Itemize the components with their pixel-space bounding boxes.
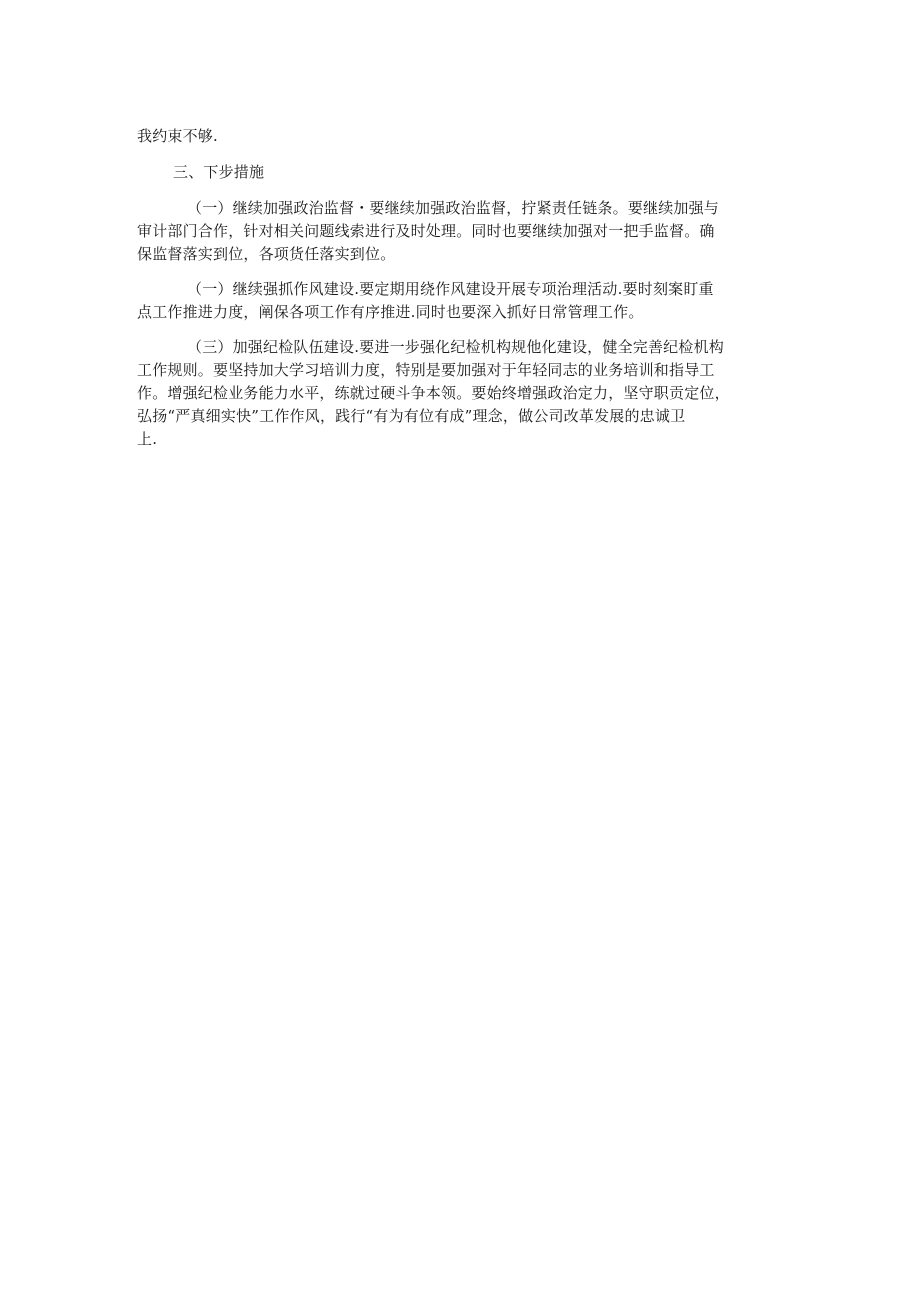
paragraph-line: 审计部门合作，针对相关问题线索进行及时处理。同时也要继续加强对一把手监督。确	[137, 222, 715, 240]
paragraph-line: 作。增强纪检业务能力水平，练就过硬斗争本领。要始终增强政治定力，坚守职贡定位，	[137, 384, 730, 402]
paragraph-line: （一）继续加强政治监督・要继续加强政治监督，拧紧责任链条。要继续加强与	[187, 199, 720, 217]
paragraph-1	[137, 197, 787, 266]
paragraph-3	[137, 336, 787, 451]
paragraph-line: 弘扬“严真细实快”工作作风，践行“有为有位有成”理念，做公司改革发展的忠诚卫	[137, 407, 686, 425]
paragraph-line: 上.	[137, 430, 158, 448]
section-heading: 三、下步措施	[173, 163, 265, 181]
continuation-text: 我约束不够.	[137, 127, 218, 145]
paragraph-2	[137, 278, 787, 324]
paragraph-line: （三）加强纪检队伍建设.要进一步强化纪检机构规他化建设，健全完善纪检机构	[187, 338, 724, 356]
paragraph-line: 工作规则。要坚持加大学习培训力度，特别是要加强对于年轻同志的业务培训和指导工	[137, 361, 715, 379]
paragraph-line: 保监督落实到位，各项货任落实到位。	[137, 245, 396, 263]
paragraph-line: （一）继续强抓作风建设.要定期用绕作风建设开展专项治理活动.要时刻案盯重	[187, 280, 714, 298]
document-body	[137, 125, 787, 451]
paragraph-line: 点工作推进力度，阐保各项工作有序推进.同时也要深入抓好日常管理工作。	[137, 303, 644, 321]
